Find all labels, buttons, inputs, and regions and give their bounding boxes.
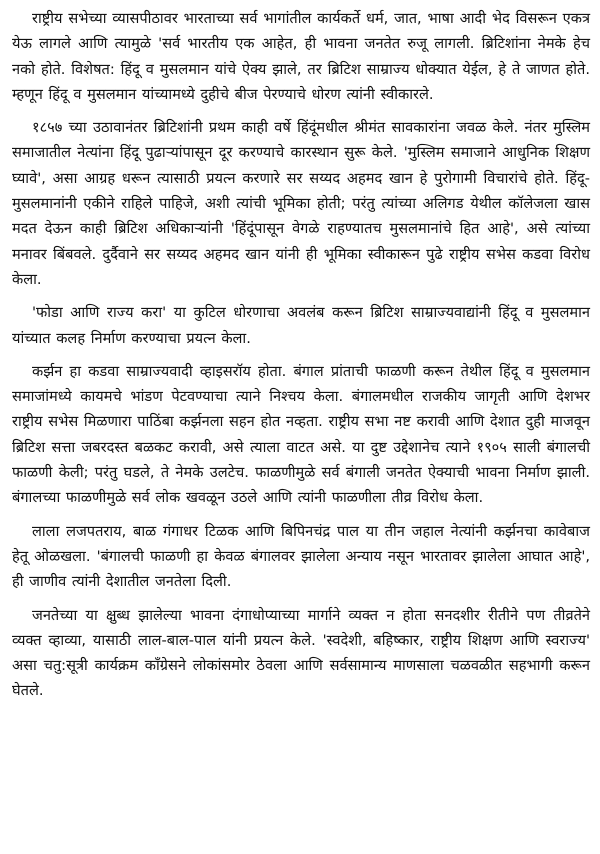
paragraph-four-point-program: जनतेच्या या क्षुब्ध झालेल्या भावना दंगाधोप्याच्या मार्गाने व्यक्त न होता सनदशीर रीतीने पण तीव्रतेने व्यक्त व्हाव्या, यासाठी लाल-बाल-पाल यांनी प्रयत्न केले. 'स्वदेशी, बहिष्कार, राष्ट्रीय शिक्षण आणि स्वराज्य' असा चतु:सूत्री कार्यक्रम काँग्रेसने लोकांसमोर ठेवला आणि सर्वसामान्य माणसाला चळवळीत सहभागी करून घेतले. — [12, 606, 590, 700]
paragraph-divide-and-rule: 'फोडा आणि राज्य करा' या कुटिल धोरणाचा अवलंब करून ब्रिटिश साम्राज्यवाद्यांनी हिंदू व मुसलमान यांच्यात कलह निर्माण करण्याचा प्रयत्न केला. — [12, 304, 590, 347]
paragraph-lal-bal-pal: लाला लजपतराय, बाळ गंगाधर टिळक आणि बिपिनचंद्र पाल या तीन जहाल नेत्यांनी कर्झनचा कावेबाज हेतू ओळखला. 'बंगालची फाळणी हा केवळ बंगालवर झालेला अन्याय नसून भारतावर झालेला आघात आहे', ही जाणीव त्यांनी देशातील जनतेला दिली. — [12, 522, 590, 591]
paragraph-curzon-partition: कर्झन हा कडवा साम्राज्यवादी व्हाइसरॉय होता. बंगाल प्रांताची फाळणी करून तेथील हिंदू व मुसलमान समाजांमध्ये कायमचे भांडण पेटवण्याचा त्याने निश्चय केला. बंगालमधील राजकीय जागृती आणि देशभर राष्ट्रीय सभेस मिळणारा पाठिंबा कर्झनला सहन होत नव्हता. राष्ट्रीय सभा नष्ट करावी आणि देशात दुही माजवून ब्रिटिश सत्ता जबरदस्त बळकट करावी, असे त्याला वाटत असे. या दुष्ट उद्देशानेच त्याने १९०५ साली बंगालची फाळणी केली; परंतु घडले, ते नेमके उलटेच. फाळणीमुळे सर्व बंगाली जनतेत ऐक्याची भावना निर्माण झाली. बंगालच्या फाळणीमुळे सर्व लोक खवळून उठले आणि त्यांनी फाळणीला तीव्र विरोध केला. — [12, 362, 590, 507]
paragraph-unity-and-divide: राष्ट्रीय सभेच्या व्यासपीठावर भारताच्या सर्व भागांतील कार्यकर्ते धर्म, जात, भाषा आदी भेद विसरून एकत्र येऊ लागले आणि त्यामुळे 'सर्व भारतीय एक आहेत, ही भावना जनतेत रुजू लागली. ब्रिटिशांना नेमके हेच नको होते. विशेषत: हिंदू व मुसलमान यांचे ऐक्य झाले, तर ब्रिटिश साम्राज्य धोक्यात येईल, हे ते जाणत होते. म्हणून हिंदू व मुसलमान यांच्यामध्ये दुहीचे बीज पेरण्याचे धोरण त्यांनी स्वीकारले. — [12, 10, 590, 103]
paragraph-1857-aftermath: १८५७ च्या उठावानंतर ब्रिटिशांनी प्रथम काही वर्षे हिंदूंमधील श्रीमंत सावकारांना जवळ केले. नंतर मुस्लिम समाजातील नेत्यांना हिंदू पुढाऱ्यांपासून दूर करण्याचे कारस्थान सुरू केले. 'मुस्लिम समाजाने आधुनिक शिक्षण घ्यावे', असा आग्रह धरून त्यासाठी प्रयत्न करणारे सर सय्यद अहमद खान हे पुरोगामी विचारांचे होते. हिंदू-मुसलमानांनी एकीने राहिले पाहिजे, अशी त्यांची भूमिका होती; परंतु त्यांच्या अलिगड येथील कॉलेजला खास मदत देऊन काही ब्रिटिश अधिकाऱ्यांनी 'हिंदूंपासून वेगळे राहण्यातच मुसलमानांचे हित आहे', असे त्यांच्या मनावर बिंबवले. दुर्दैवाने सर सय्यद अहमद खान यांनी ही भूमिका स्वीकारून पुढे राष्ट्रीय सभेस कडवा विरोध केला. — [12, 119, 590, 288]
